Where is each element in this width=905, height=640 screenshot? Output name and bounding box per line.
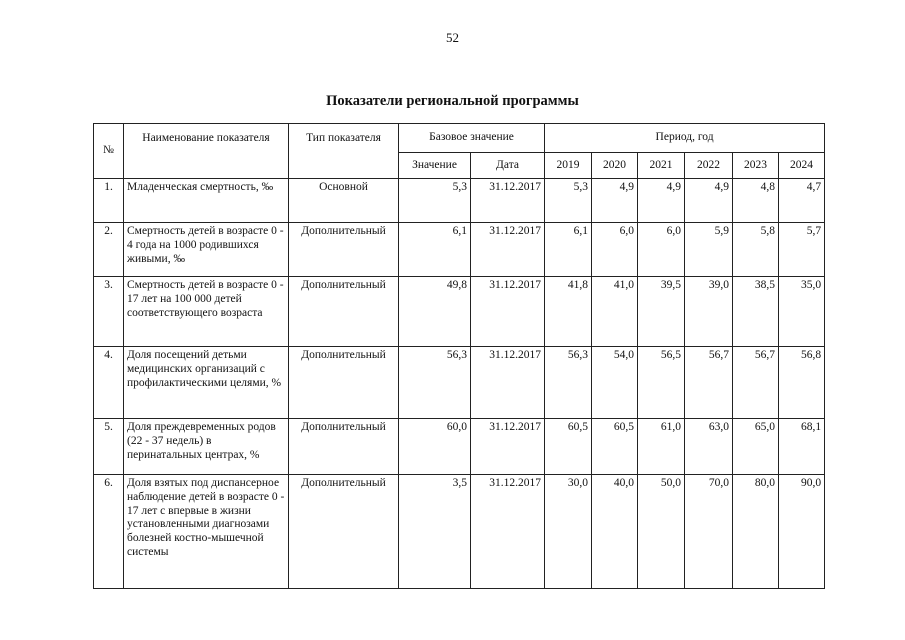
row-year-2021: 50,0 (638, 475, 685, 589)
row-year-2021: 56,5 (638, 347, 685, 419)
header-year-2019: 2019 (545, 153, 592, 179)
row-year-2019: 30,0 (545, 475, 592, 589)
row-base-date: 31.12.2017 (471, 179, 545, 223)
row-base-value: 6,1 (399, 223, 471, 277)
row-num: 5. (94, 419, 124, 475)
row-name: Младенческая смертность, ‰ (124, 179, 289, 223)
row-name: Доля преждевременных родов (22 - 37 недель) в перинатальных центрах, % (124, 419, 289, 475)
row-num: 4. (94, 347, 124, 419)
table-header (94, 124, 825, 179)
table-row (94, 475, 825, 589)
row-base-date: 31.12.2017 (471, 277, 545, 347)
table-row (94, 223, 825, 277)
header-year-2020: 2020 (592, 153, 638, 179)
row-num: 3. (94, 277, 124, 347)
row-base-value: 56,3 (399, 347, 471, 419)
row-year-2020: 54,0 (592, 347, 638, 419)
table-row (94, 347, 825, 419)
row-year-2022: 56,7 (685, 347, 733, 419)
row-year-2023: 80,0 (733, 475, 779, 589)
header-name: Наименование показателя (124, 124, 289, 179)
row-num: 1. (94, 179, 124, 223)
row-year-2023: 4,8 (733, 179, 779, 223)
row-year-2019: 41,8 (545, 277, 592, 347)
row-year-2023: 56,7 (733, 347, 779, 419)
row-year-2020: 40,0 (592, 475, 638, 589)
row-year-2020: 6,0 (592, 223, 638, 277)
row-name: Доля взятых под диспансерное наблюдение детей в возрасте 0 - 17 лет с впервые в жизни установленными диагнозами болезней костно-мышечной системы (124, 475, 289, 589)
header-base: Базовое значение (399, 124, 545, 153)
row-year-2019: 5,3 (545, 179, 592, 223)
row-type: Дополнительный (289, 347, 399, 419)
row-base-date: 31.12.2017 (471, 475, 545, 589)
row-base-date: 31.12.2017 (471, 223, 545, 277)
row-num: 6. (94, 475, 124, 589)
table-body (94, 179, 825, 589)
row-name: Доля посещений детьми медицинских организаций с профилактическими целями, % (124, 347, 289, 419)
header-year-2024: 2024 (779, 153, 825, 179)
row-year-2021: 39,5 (638, 277, 685, 347)
row-type: Основной (289, 179, 399, 223)
row-type: Дополнительный (289, 223, 399, 277)
row-year-2021: 6,0 (638, 223, 685, 277)
header-num: № (94, 124, 124, 179)
header-base-date: Дата (471, 153, 545, 179)
row-num: 2. (94, 223, 124, 277)
row-base-date: 31.12.2017 (471, 347, 545, 419)
row-year-2022: 39,0 (685, 277, 733, 347)
row-type: Дополнительный (289, 277, 399, 347)
header-period: Период, год (545, 124, 825, 153)
document-title: Показатели региональной программы (326, 93, 579, 109)
row-year-2023: 38,5 (733, 277, 779, 347)
row-year-2020: 4,9 (592, 179, 638, 223)
row-year-2019: 6,1 (545, 223, 592, 277)
row-year-2022: 63,0 (685, 419, 733, 475)
row-year-2021: 61,0 (638, 419, 685, 475)
header-type: Тип показателя (289, 124, 399, 179)
row-base-date: 31.12.2017 (471, 419, 545, 475)
row-year-2021: 4,9 (638, 179, 685, 223)
row-year-2020: 60,5 (592, 419, 638, 475)
row-year-2024: 56,8 (779, 347, 825, 419)
table-row (94, 419, 825, 475)
row-year-2022: 4,9 (685, 179, 733, 223)
row-year-2024: 35,0 (779, 277, 825, 347)
row-base-value: 60,0 (399, 419, 471, 475)
row-year-2023: 65,0 (733, 419, 779, 475)
row-year-2019: 56,3 (545, 347, 592, 419)
table-row (94, 277, 825, 347)
row-year-2022: 5,9 (685, 223, 733, 277)
row-type: Дополнительный (289, 475, 399, 589)
header-year-2021: 2021 (638, 153, 685, 179)
row-year-2020: 41,0 (592, 277, 638, 347)
row-year-2024: 4,7 (779, 179, 825, 223)
row-year-2019: 60,5 (545, 419, 592, 475)
header-year-2023: 2023 (733, 153, 779, 179)
row-year-2023: 5,8 (733, 223, 779, 277)
header-year-2022: 2022 (685, 153, 733, 179)
row-base-value: 3,5 (399, 475, 471, 589)
row-base-value: 49,8 (399, 277, 471, 347)
row-year-2024: 68,1 (779, 419, 825, 475)
row-year-2024: 90,0 (779, 475, 825, 589)
page-number: 52 (446, 30, 459, 45)
indicators-table (93, 123, 825, 589)
header-base-value: Значение (399, 153, 471, 179)
row-name: Смертность детей в возрасте 0 - 4 года на 1000 родившихся живыми, ‰ (124, 223, 289, 277)
row-year-2024: 5,7 (779, 223, 825, 277)
row-name: Смертность детей в возрасте 0 - 17 лет на 100 000 детей соответствующего возраста (124, 277, 289, 347)
row-year-2022: 70,0 (685, 475, 733, 589)
table-row (94, 179, 825, 223)
row-type: Дополнительный (289, 419, 399, 475)
row-base-value: 5,3 (399, 179, 471, 223)
